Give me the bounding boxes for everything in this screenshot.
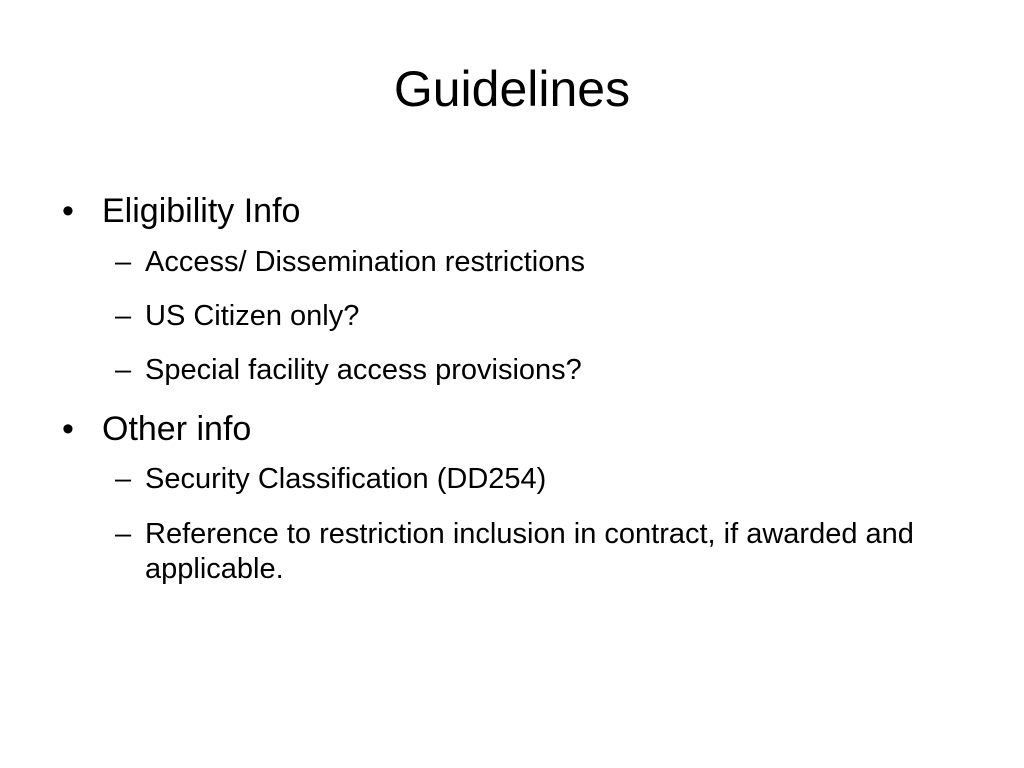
dash-icon: – [115,245,132,278]
bullet-label: Eligibility Info [102,192,301,230]
sub-item [115,517,960,588]
bullet-icon: • [62,409,74,448]
sub-item [115,299,960,334]
dash-icon: – [115,517,132,550]
dash-icon: – [115,299,132,332]
sub-list [60,245,960,389]
bullet-item-other-info [60,408,960,588]
bullet-row [60,408,960,451]
bullet-item-eligibility-info [60,190,960,389]
sub-item-text: Security Classification (DD254) [145,463,547,496]
sub-item-text: US Citizen only? [145,299,360,332]
dash-icon: – [115,463,132,496]
bullet-list [60,190,960,606]
dash-icon: – [115,354,132,387]
sub-item [115,462,960,497]
slide-title: Guidelines [393,61,631,117]
sub-item-text: Reference to restriction inclusion in contract, if awarded and applicable. [145,517,914,585]
sub-list [60,462,960,587]
bullet-label: Other info [102,409,252,448]
sub-item [115,245,960,280]
sub-item [115,353,960,388]
bullet-row [60,190,960,233]
sub-item-text: Access/ Dissemination restrictions [145,245,585,278]
bullet-icon: • [62,192,74,230]
sub-item-text: Special facility access provisions? [145,354,582,387]
